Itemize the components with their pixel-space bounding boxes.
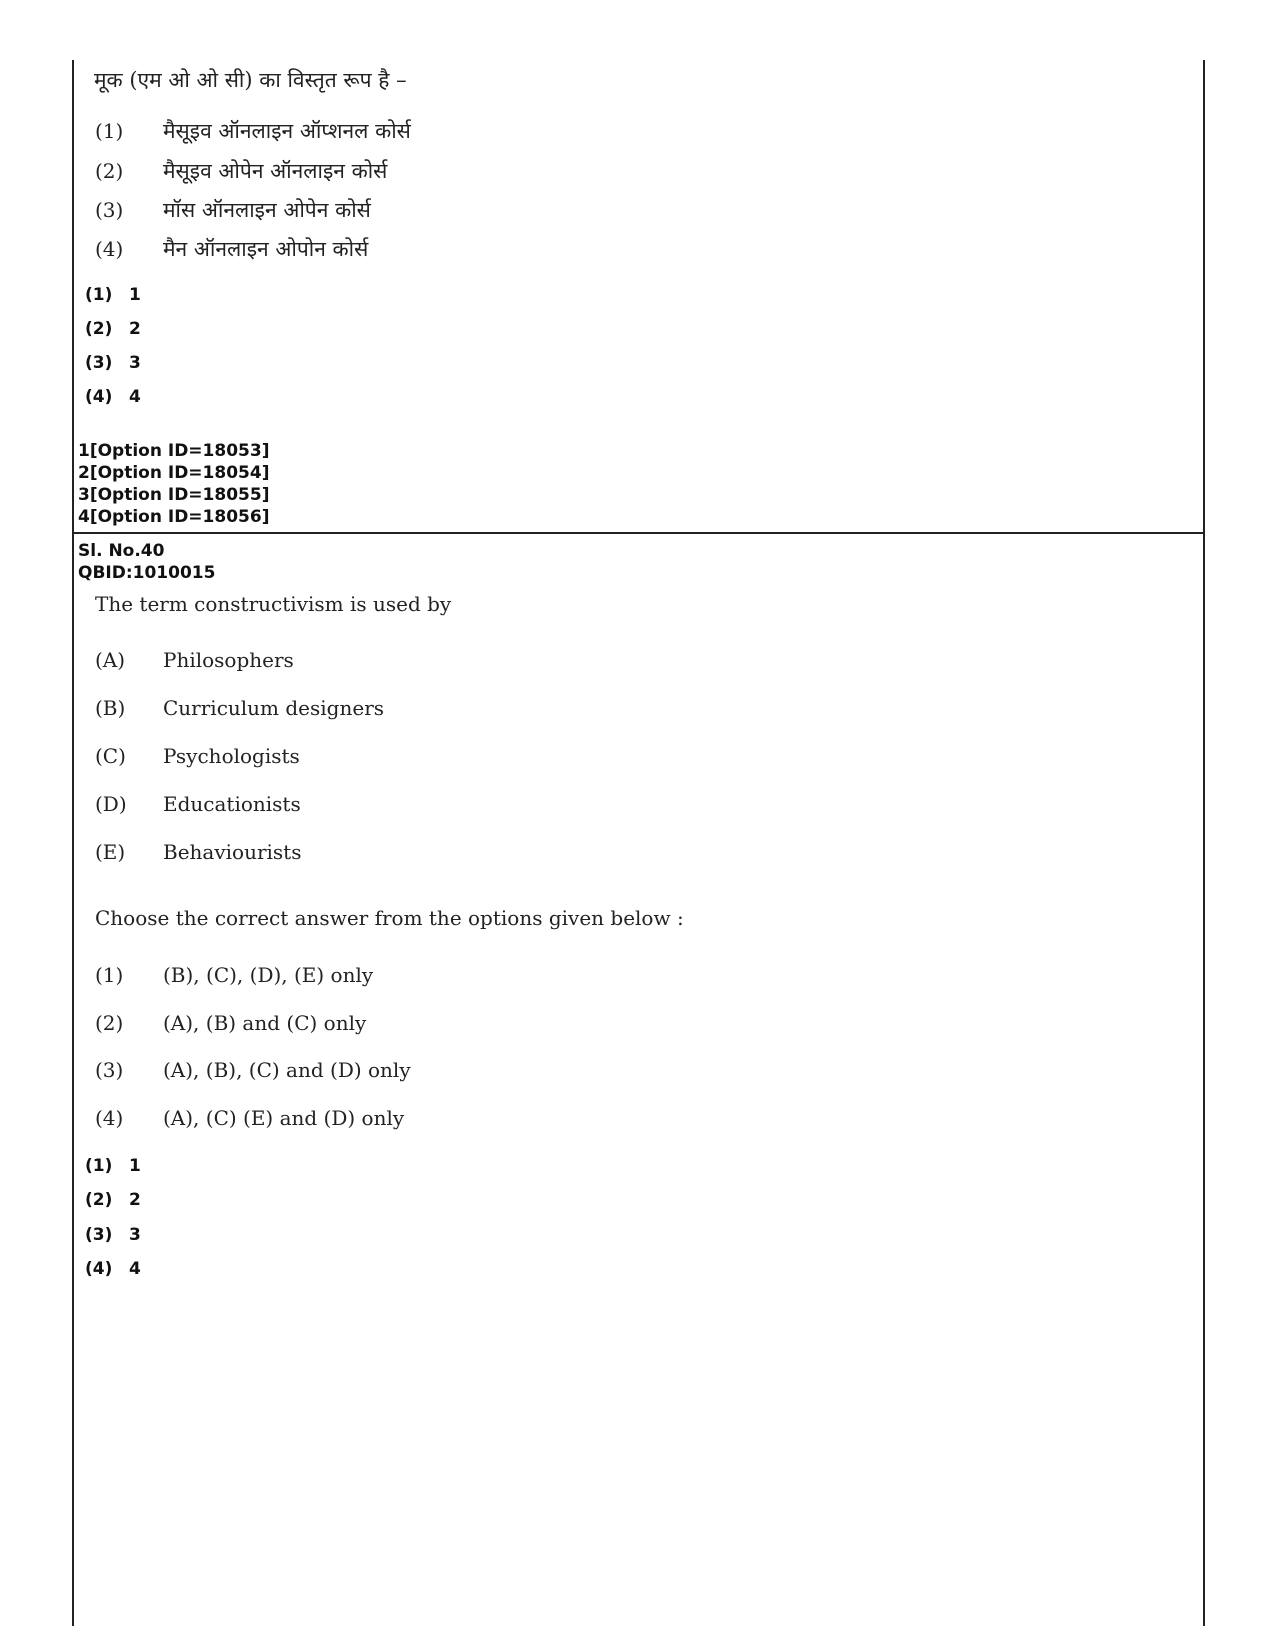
q40-option-4-num: (4) bbox=[95, 1106, 124, 1130]
q40-answer-2-val: 2 bbox=[129, 1190, 141, 1210]
q39-answer-2-val: 2 bbox=[129, 319, 141, 339]
q40-instruction: Choose the correct answer from the options given below : bbox=[95, 906, 684, 930]
q40-answer-1-num: (1) bbox=[85, 1156, 113, 1176]
q40-statement-a-num: (A) bbox=[95, 648, 126, 672]
q39-option-id-2: 2[Option ID=18054] bbox=[78, 463, 270, 483]
right-border bbox=[1203, 60, 1205, 1626]
q40-statement-a-text: Philosophers bbox=[163, 648, 294, 672]
q39-answer-3[interactable] bbox=[85, 353, 141, 373]
q39-option-id-3: 3[Option ID=18055] bbox=[78, 485, 270, 505]
q40-question: The term constructivism is used by bbox=[95, 592, 452, 616]
q40-option-4-text: (A), (C) (E) and (D) only bbox=[163, 1106, 405, 1130]
q39-answer-2-num: (2) bbox=[85, 319, 113, 339]
q40-option-3-num: (3) bbox=[95, 1058, 124, 1082]
q39-option-3-text: मॉस ऑनलाइन ओपेन कोर्स bbox=[163, 198, 371, 222]
q40-statement-b-num: (B) bbox=[95, 696, 126, 720]
q40-answer-4[interactable] bbox=[85, 1259, 141, 1279]
question-divider bbox=[72, 532, 1205, 534]
q39-answer-3-num: (3) bbox=[85, 353, 113, 373]
q39-option-1-text: मैसूइव ऑनलाइन ऑप्शनल कोर्स bbox=[163, 119, 411, 143]
q39-question: मूक (एम ओ ओ सी) का विस्तृत रूप है – bbox=[94, 68, 407, 92]
q39-option-4-text: मैन ऑनलाइन ओपोन कोर्स bbox=[163, 237, 369, 261]
q39-answer-4-val: 4 bbox=[129, 387, 141, 407]
q40-option-2-num: (2) bbox=[95, 1011, 124, 1035]
q39-answer-3-val: 3 bbox=[129, 353, 141, 373]
q39-option-2-num: (2) bbox=[95, 159, 124, 183]
q40-answer-3-num: (3) bbox=[85, 1225, 113, 1245]
q40-answer-3-val: 3 bbox=[129, 1225, 141, 1245]
q40-answer-2-num: (2) bbox=[85, 1190, 113, 1210]
q40-answer-4-val: 4 bbox=[129, 1259, 141, 1279]
q40-header bbox=[78, 540, 215, 584]
q40-option-1-num: (1) bbox=[95, 963, 124, 987]
q40-answer-1-val: 1 bbox=[129, 1156, 141, 1176]
q40-statement-b-text: Curriculum designers bbox=[163, 696, 385, 720]
q39-answer-4[interactable] bbox=[85, 387, 141, 407]
q40-statement-d-text: Educationists bbox=[163, 792, 301, 816]
q39-answer-1-num: (1) bbox=[85, 285, 113, 305]
q40-answer-1[interactable] bbox=[85, 1156, 141, 1176]
q40-answer-2[interactable] bbox=[85, 1190, 141, 1210]
q39-option-1-num: (1) bbox=[95, 119, 124, 143]
q39-answer-4-num: (4) bbox=[85, 387, 113, 407]
q39-option-ids bbox=[78, 440, 269, 528]
q39-option-3-num: (3) bbox=[95, 198, 124, 222]
q39-option-id-1: 1[Option ID=18053] bbox=[78, 441, 270, 461]
q40-answer-3[interactable] bbox=[85, 1225, 141, 1245]
q40-answer-4-num: (4) bbox=[85, 1259, 113, 1279]
q40-statement-d-num: (D) bbox=[95, 792, 127, 816]
q40-qbid: QBID:1010015 bbox=[78, 563, 216, 583]
q39-answer-1-val: 1 bbox=[129, 285, 141, 305]
q40-option-3-text: (A), (B), (C) and (D) only bbox=[163, 1058, 411, 1082]
q40-statement-c-text: Psychologists bbox=[163, 744, 300, 768]
q40-option-1-text: (B), (C), (D), (E) only bbox=[163, 963, 374, 987]
q40-statement-e-text: Behaviourists bbox=[163, 840, 302, 864]
q39-answer-2[interactable] bbox=[85, 319, 141, 339]
q39-option-2-text: मैसूइव ओपेन ऑनलाइन कोर्स bbox=[163, 159, 388, 183]
q40-option-2-text: (A), (B) and (C) only bbox=[163, 1011, 367, 1035]
q39-answer-1[interactable] bbox=[85, 285, 141, 305]
q40-sl-no: Sl. No.40 bbox=[78, 541, 165, 561]
q39-option-id-4: 4[Option ID=18056] bbox=[78, 507, 270, 527]
q39-option-4-num: (4) bbox=[95, 237, 124, 261]
q40-statement-e-num: (E) bbox=[95, 840, 126, 864]
left-border bbox=[72, 60, 74, 1626]
q40-statement-c-num: (C) bbox=[95, 744, 126, 768]
